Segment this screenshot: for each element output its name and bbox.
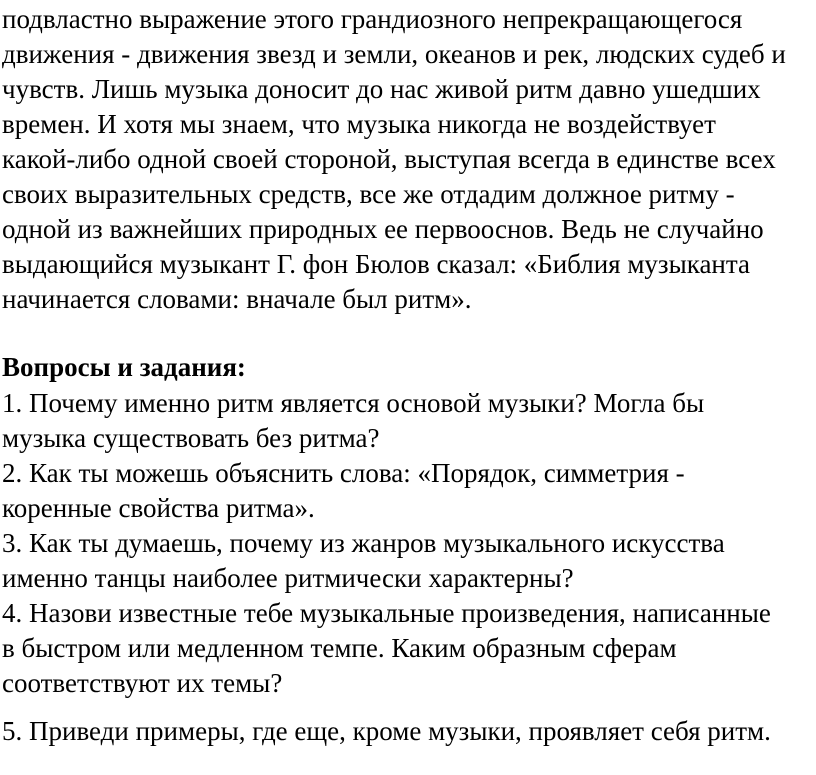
paragraph-line: какой-либо одной своей стороной, выступая всегда в единстве всех	[2, 144, 776, 174]
question-line: коренные свойства ритма».	[2, 493, 315, 523]
paragraph-line: времен. И хотя мы знаем, что музыка никогда не воздействует	[2, 109, 716, 139]
question-line: музыка существовать без ритма?	[2, 423, 380, 453]
question-line: 5. Приведи примеры, где еще, кроме музыки, проявляет себя ритм.	[2, 716, 771, 746]
paragraph-line: выдающийся музыкант Г. фон Бюлов сказал: «Библия музыканта	[2, 249, 750, 279]
paragraph-line: чувств. Лишь музыка доносит до нас живой ритм давно ушедших	[2, 74, 761, 104]
paragraph-line: своих выразительных средств, все же отдадим должное ритму -	[2, 179, 735, 209]
question-line: соответствуют их темы?	[2, 668, 283, 698]
paragraph-line: движения - движения звезд и земли, океанов и рек, людских судеб и	[2, 39, 786, 69]
paragraph-line: начинается словами: вначале был ритм».	[2, 284, 472, 314]
question-line: в быстром или медленном темпе. Каким образным сферам	[2, 633, 677, 663]
question-line: 1. Почему именно ритм является основой музыки? Могла бы	[2, 388, 705, 418]
questions-heading: Вопросы и задания:	[2, 352, 246, 382]
question-line: 4. Назови известные тебе музыкальные произведения, написанные	[2, 598, 771, 628]
paragraph-line: одной из важнейших природных ее первооснов. Ведь не случайно	[2, 214, 764, 244]
question-line: 3. Как ты думаешь, почему из жанров музыкального искусства	[2, 528, 725, 558]
question-line: 2. Как ты можешь объяснить слова: «Порядок, симметрия -	[2, 458, 685, 488]
paragraph-line: подвластно выражение этого грандиозного непрекращающегося	[2, 4, 743, 34]
question-line: именно танцы наиболее ритмически характерны?	[2, 563, 574, 593]
